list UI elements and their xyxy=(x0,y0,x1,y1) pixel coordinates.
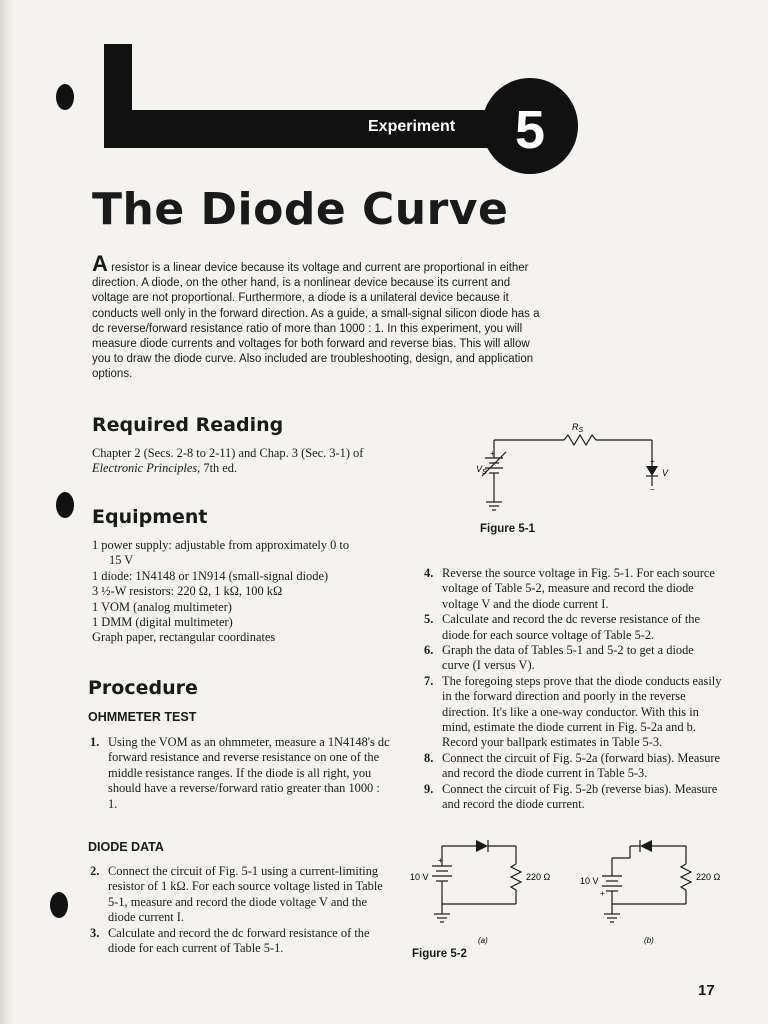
figure-a-label: (a) xyxy=(478,936,488,945)
procedure-step xyxy=(424,643,722,674)
binder-hole-icon xyxy=(50,892,68,918)
step-text: Calculate and record the dc reverse resistance of the diode for each source voltage of Table 5-2. xyxy=(442,612,701,642)
step-number: 7. xyxy=(424,673,434,688)
step-number: 5. xyxy=(424,612,434,627)
resistor-icon xyxy=(681,864,691,890)
procedure-heading: Procedure xyxy=(88,677,198,699)
resistor-icon xyxy=(511,864,521,890)
equipment-item: 1 VOM (analog multimeter) xyxy=(92,599,232,614)
procedure-step xyxy=(90,864,390,926)
diode-icon xyxy=(646,466,658,476)
procedure-steps-right xyxy=(424,566,722,813)
step-text: The foregoing steps prove that the diode conducts easily in the forward direction and poorly in the reverse direction. It's like a one-way conductor. With this in mind, estimate the diode current in Fig. 5-2a and b. Record your ballpark estimates in Table 5-3. xyxy=(442,673,722,750)
required-reading-heading: Required Reading xyxy=(92,414,284,436)
resistor-label-a: 220 Ω xyxy=(526,872,551,882)
procedure-step xyxy=(424,612,722,643)
source-label-b: 10 V xyxy=(580,876,599,886)
procedure-step xyxy=(424,751,722,782)
equipment-item: 1 diode: 1N4148 or 1N914 (small-signal diode) xyxy=(92,568,329,583)
equipment-item: 1 power supply: adjustable from approximately 0 to xyxy=(92,538,350,552)
plus-sign-a: + xyxy=(438,856,443,865)
page-edge-shading xyxy=(0,0,14,1024)
binder-hole-icon xyxy=(56,84,74,110)
figure-5-1-schematic xyxy=(468,418,688,528)
ohmmeter-test-heading: OHMMETER TEST xyxy=(88,710,197,724)
required-reading-edition: 7th ed. xyxy=(200,461,238,476)
step-text: Reverse the source voltage in Fig. 5-1. For each source voltage of Table 5-2, measure and record the diode voltage V and the diode current I. xyxy=(442,566,715,611)
vs-label: $V_S$ xyxy=(476,464,487,476)
step-number: 1. xyxy=(90,735,100,749)
experiment-label: Experiment xyxy=(368,118,456,135)
equipment-heading: Equipment xyxy=(92,506,208,528)
step-number: 6. xyxy=(424,643,434,658)
vs-plus-sign: + xyxy=(490,449,495,458)
procedure-steps-left-1 xyxy=(90,735,390,812)
step-text: Calculate and record the dc forward resistance of the diode for each current of Table 5-1. xyxy=(108,925,370,956)
rs-label: $R_S$ xyxy=(572,422,584,434)
procedure-steps-left-2 xyxy=(90,864,390,956)
page-number: 17 xyxy=(698,982,715,999)
procedure-step xyxy=(424,674,722,751)
intro-paragraph xyxy=(92,251,542,383)
step-text: Graph the data of Tables 5-1 and 5-2 to get a diode curve (I versus V). xyxy=(442,643,694,673)
step-number: 9. xyxy=(424,781,434,796)
step-text: Connect the circuit of Fig. 5-2a (forward bias). Measure and record the diode current in Table 5-3. xyxy=(442,750,721,781)
step-number: 8. xyxy=(424,750,434,765)
resistor-label-b: 220 Ω xyxy=(696,872,721,882)
required-reading-plain: Chapter 2 (Secs. 2-8 to 2-11) and Chap. 3 (Sec. 3-1) of xyxy=(92,446,364,460)
step-text: Connect the circuit of Fig. 5-2b (reverse bias). Measure and record the diode current. xyxy=(442,781,718,812)
binder-hole-icon xyxy=(56,492,74,518)
equipment-item: 15 V xyxy=(109,553,134,568)
step-number: 4. xyxy=(424,566,434,580)
diode-plus-sign: + xyxy=(650,457,655,466)
procedure-step xyxy=(424,782,722,813)
page-title: The Diode Curve xyxy=(92,184,509,235)
book-title: Electronic Principles, xyxy=(92,461,201,476)
procedure-step xyxy=(424,566,722,612)
experiment-number-badge: 5 xyxy=(482,78,578,174)
equipment-item: 3 ½-W resistors: 220 Ω, 1 kΩ, 100 kΩ xyxy=(92,584,283,599)
figure-b-label: (b) xyxy=(644,936,654,945)
step-number: 2. xyxy=(90,864,100,878)
figure-5-2-schematic xyxy=(408,832,728,952)
procedure-step xyxy=(90,735,390,812)
diode-icon xyxy=(640,840,652,852)
figure-5-2-caption: Figure 5-2 xyxy=(412,948,467,960)
equipment-list xyxy=(92,538,349,646)
equipment-item: 1 DMM (digital multimeter) xyxy=(92,615,233,630)
header-bar xyxy=(104,110,534,148)
procedure-step xyxy=(90,926,390,957)
plus-sign-b: + xyxy=(600,889,605,898)
required-reading-text xyxy=(92,446,402,477)
diode-data-heading: DIODE DATA xyxy=(88,840,164,854)
equipment-item: Graph paper, rectangular coordinates xyxy=(92,630,276,645)
diode-minus-sign: − xyxy=(650,485,655,494)
step-number: 3. xyxy=(90,925,100,940)
diode-icon xyxy=(476,840,488,852)
step-text: Using the VOM as an ohmmeter, measure a 1N4148's dc forward resistance and reverse resistance on one of the middle resistance ranges. If the diode is all right, you should have a reverse/forward ratio greater than 1000 : 1. xyxy=(108,735,390,811)
source-label-a: 10 V xyxy=(410,872,429,882)
drop-cap: A xyxy=(92,251,108,276)
diode-v-label: V xyxy=(662,468,669,478)
resistor-rs-icon xyxy=(564,435,596,445)
step-text: Connect the circuit of Fig. 5-1 using a current-limiting resistor of 1 kΩ. For each source voltage listed in Table 5-1, measure and record the diode voltage V and the diode current I. xyxy=(108,864,383,925)
figure-5-1-caption: Figure 5-1 xyxy=(480,523,535,535)
intro-text: resistor is a linear device because its voltage and current are proportional in either direction. A diode, on the other hand, is a nonlinear device because its current and voltage are not proportional. Furthermore, a diode is a unilateral device because it conducts well only in the forward direction. As a guide, a small-signal silicon diode has a dc reverse/forward resistance ratio of more than 1000 : 1. In this experiment, you will measure diode currents and voltages for both forward and reverse bias. This will allow you to draw the diode curve. Also included are troubleshooting, design, and application options. xyxy=(92,262,540,381)
